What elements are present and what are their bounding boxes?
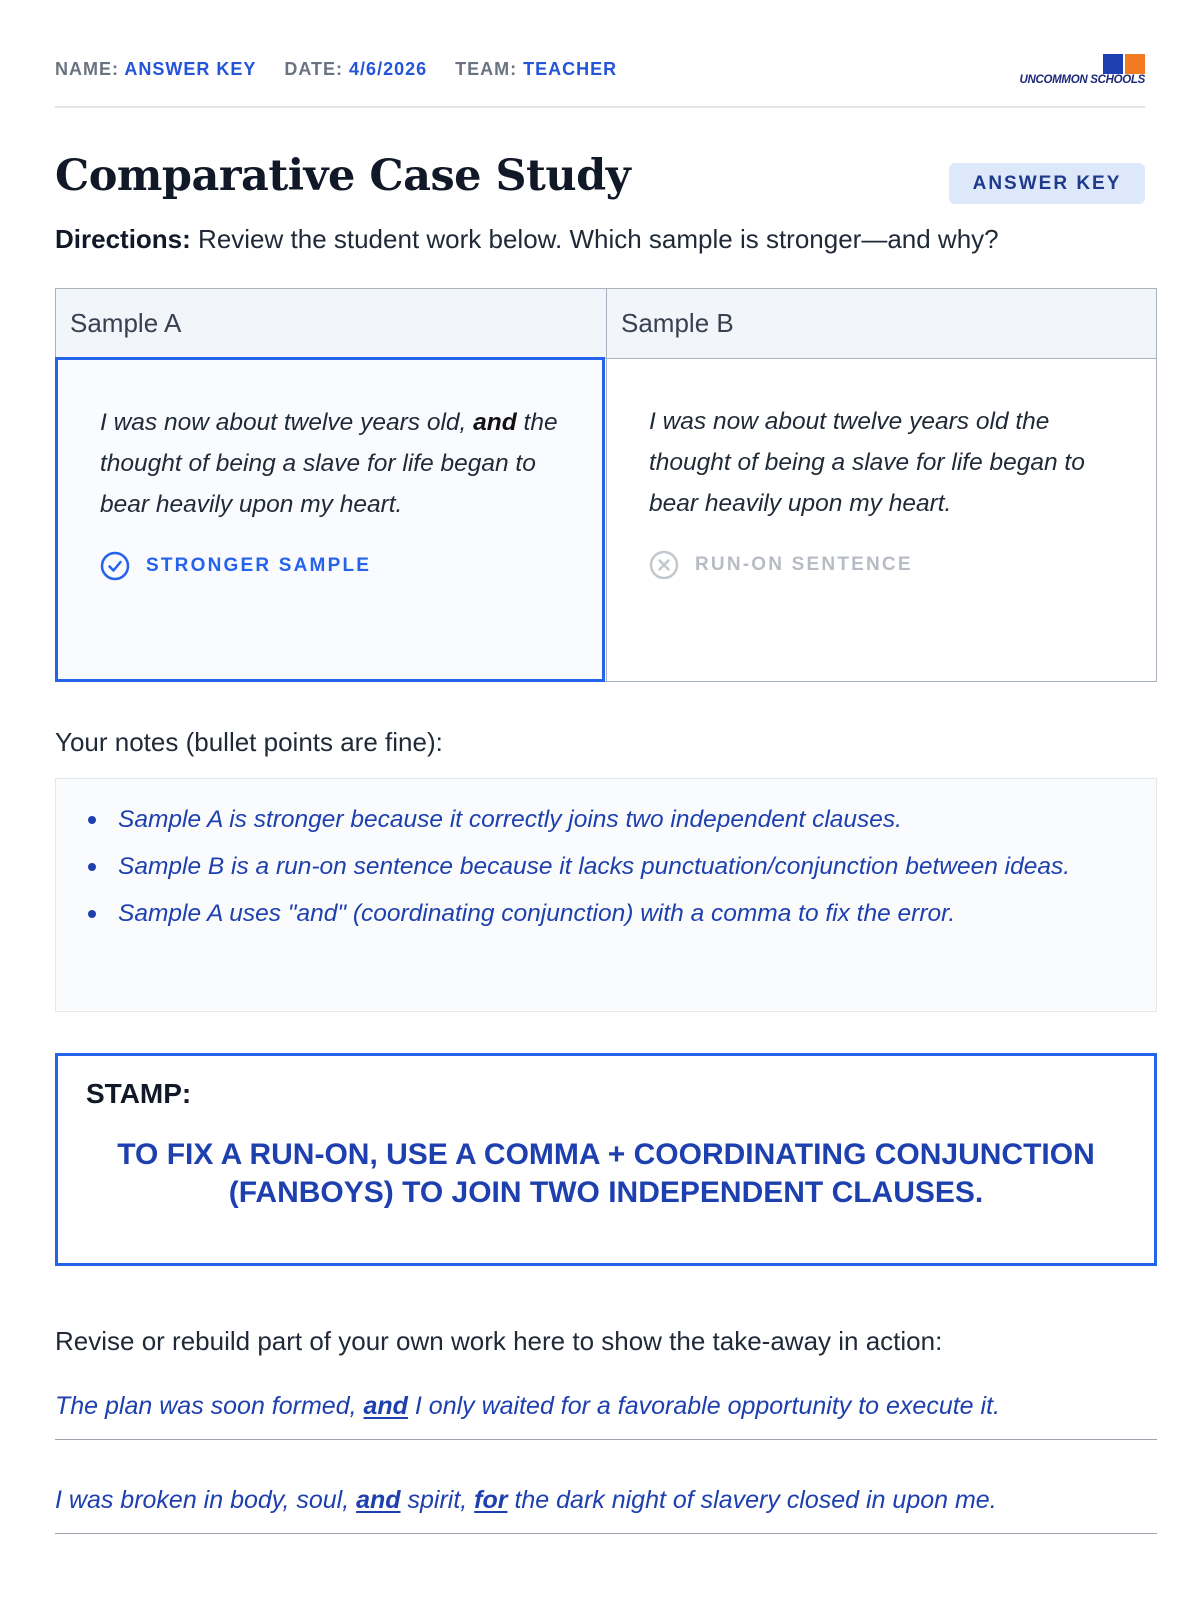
- notes-box[interactable]: [55, 778, 1157, 1012]
- date-value: 4/6/2026: [349, 59, 428, 79]
- sample-b-header: Sample B: [606, 289, 1156, 359]
- stamp-text: TO FIX A RUN-ON, USE A COMMA + COORDINATING CONJUNCTION (FANBOYS) TO JOIN TWO INDEPENDENT CLAUSES.: [117, 1138, 1095, 1209]
- revise-conjunction: and: [356, 1486, 401, 1514]
- revise-text: spirit,: [400, 1486, 475, 1514]
- sample-a-header: Sample A: [56, 289, 606, 359]
- revise-conjunction: for: [474, 1486, 508, 1514]
- sample-a-text-part: the thought of being a slave for life began to bear heavily upon my heart.: [100, 409, 558, 518]
- name-value: ANSWER KEY: [124, 59, 257, 79]
- revise-text: I was broken in body, soul,: [55, 1486, 357, 1514]
- team-value: TEACHER: [523, 59, 618, 79]
- page-title: Comparative Case Study: [55, 151, 631, 201]
- name-label: NAME:: [55, 59, 119, 79]
- sample-a-verdict: [100, 551, 562, 581]
- revise-label: Revise or rebuild part of your own work here to show the take-away in action:: [55, 1326, 943, 1356]
- header-fields: [55, 59, 617, 80]
- answer-key-badge: ANSWER KEY: [949, 163, 1145, 204]
- directions: [55, 224, 999, 255]
- revise-line-1[interactable]: [55, 1392, 1157, 1440]
- title-row: [55, 108, 1145, 228]
- check-circle-icon: [100, 551, 130, 581]
- sample-a-cell: [55, 357, 605, 682]
- logo-text: UNCOMMON SCHOOLS: [1019, 74, 1145, 86]
- notes-label: Your notes (bullet points are fine):: [55, 727, 443, 757]
- sample-a-text-part: I was now about twelve years old,: [100, 409, 474, 436]
- worksheet-header: [55, 0, 1145, 108]
- date-field: [284, 59, 427, 80]
- logo-orange-square: [1125, 54, 1145, 74]
- date-label: DATE:: [284, 59, 344, 79]
- stamp-label: STAMP:: [86, 1078, 192, 1109]
- sample-a-verdict-label: STRONGER SAMPLE: [146, 555, 372, 576]
- name-field: [55, 59, 256, 80]
- sample-b-verdict: [649, 550, 1116, 580]
- directions-label: Directions:: [55, 224, 191, 254]
- team-field: [455, 59, 617, 80]
- logo-blue-square: [1103, 54, 1123, 74]
- note-item: Sample B is a run-on sentence because it lacks punctuation/conjunction between ideas.: [118, 846, 1126, 888]
- team-label: TEAM:: [455, 59, 518, 79]
- x-circle-icon: [649, 550, 679, 580]
- uncommon-schools-logo: [995, 54, 1145, 88]
- sample-b-cell: [606, 359, 1156, 681]
- directions-text: Review the student work below. Which sample is stronger—and why?: [190, 224, 999, 254]
- revise-text: The plan was soon formed,: [55, 1392, 364, 1420]
- revise-line-2[interactable]: [55, 1486, 1157, 1534]
- revise-text: the dark night of slavery closed in upon me.: [507, 1486, 997, 1514]
- revise-conjunction: and: [363, 1392, 408, 1420]
- note-item: Sample A is stronger because it correctly joins two independent clauses.: [118, 799, 1126, 841]
- sample-b-verdict-label: RUN-ON SENTENCE: [695, 554, 913, 575]
- revise-text: I only waited for a favorable opportunity to execute it.: [407, 1392, 1000, 1420]
- sample-comparison-table: [55, 288, 1157, 682]
- note-item: Sample A uses "and" (coordinating conjunction) with a comma to fix the error.: [118, 893, 1126, 935]
- sample-a-conjunction: and: [473, 409, 517, 436]
- sample-b-text: I was now about twelve years old the thought of being a slave for life began to bear heavily upon my heart.: [649, 408, 1085, 517]
- notes-list: [86, 799, 1126, 935]
- stamp-box: [55, 1053, 1157, 1266]
- sample-a-text: [100, 402, 562, 525]
